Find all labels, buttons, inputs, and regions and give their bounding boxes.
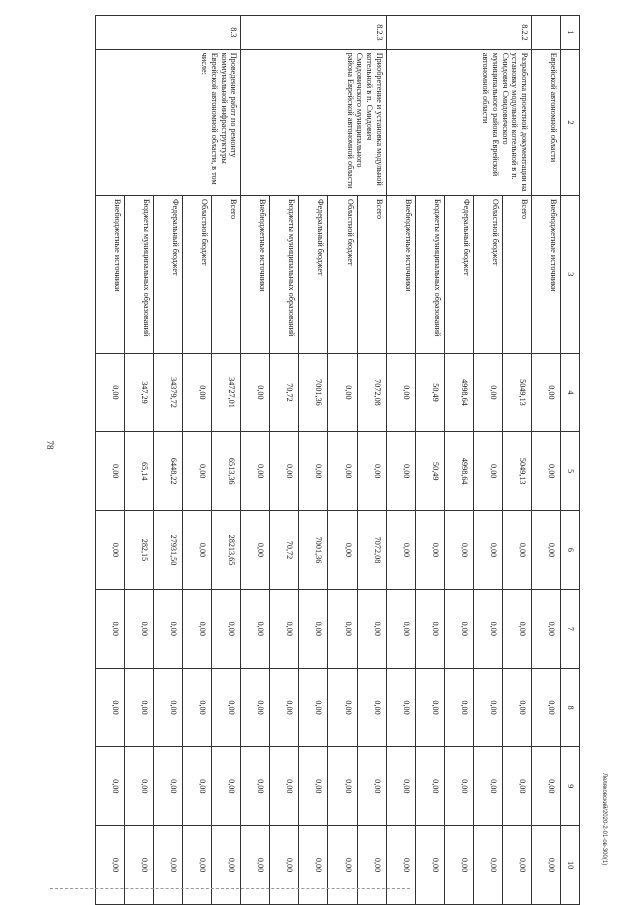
amount-cell: 0,00 (241, 826, 270, 905)
amount-cell: 0,00 (241, 511, 270, 590)
amount-cell: 0,00 (125, 589, 154, 668)
funding-source: Федеральный бюджет (299, 196, 328, 354)
amount-cell: 0,00 (183, 589, 212, 668)
amount-cell: 0,00 (183, 432, 212, 511)
amount-cell: 7072,08 (357, 353, 386, 432)
amount-cell: 0,00 (415, 668, 444, 747)
column-header: 3 (561, 196, 580, 354)
amount-cell: 0,00 (473, 589, 502, 668)
column-header: 4 (561, 353, 580, 432)
amount-cell: 0,00 (502, 589, 531, 668)
amount-cell: 0,00 (183, 826, 212, 905)
amount-cell: 0,00 (299, 747, 328, 826)
amount-cell: 0,00 (241, 432, 270, 511)
amount-cell: 0,00 (183, 668, 212, 747)
amount-cell: 70,72 (270, 511, 299, 590)
item-name: Еврейской автономной области (531, 49, 560, 195)
amount-cell: 0,00 (96, 589, 125, 668)
amount-cell: 0,00 (270, 826, 299, 905)
amount-cell: 0,00 (154, 747, 183, 826)
page-number: 78 (45, 440, 55, 450)
table-row (502, 16, 531, 905)
amount-cell: 0,00 (386, 747, 415, 826)
amount-cell: 0,00 (212, 747, 241, 826)
amount-cell: 0,00 (531, 826, 560, 905)
amount-cell: 0,00 (386, 353, 415, 432)
amount-cell: 0,00 (328, 589, 357, 668)
amount-cell: 5049,13 (502, 432, 531, 511)
amount-cell: 5049,13 (502, 353, 531, 432)
amount-cell: 0,00 (328, 668, 357, 747)
amount-cell: 4998,64 (444, 353, 473, 432)
funding-source: Внебюджетные источники (531, 196, 560, 354)
funding-source: Внебюджетные источники (386, 196, 415, 354)
column-header: 2 (561, 49, 580, 195)
amount-cell: 0,00 (386, 589, 415, 668)
amount-cell: 0,00 (473, 432, 502, 511)
item-name: Разработка проектной документации на установку модульной котельной в п. Смидович Смидовичского муниципального района Еврейской автономной области (386, 49, 531, 195)
amount-cell: 0,00 (154, 826, 183, 905)
funding-source: Бюджеты муниципальных образований (415, 196, 444, 354)
amount-cell: 0,00 (357, 826, 386, 905)
amount-cell: 0,00 (444, 668, 473, 747)
funding-source: Областной бюджет (183, 196, 212, 354)
amount-cell: 0,00 (328, 432, 357, 511)
amount-cell: 0,00 (415, 747, 444, 826)
amount-cell: 0,00 (154, 589, 183, 668)
amount-cell: 0,00 (299, 432, 328, 511)
amount-cell: 0,00 (212, 668, 241, 747)
amount-cell: 34727,01 (212, 353, 241, 432)
amount-cell: 0,00 (444, 747, 473, 826)
amount-cell: 0,00 (444, 826, 473, 905)
column-header: 9 (561, 747, 580, 826)
amount-cell: 0,00 (328, 747, 357, 826)
amount-cell: 0,00 (502, 747, 531, 826)
amount-cell: 0,00 (96, 353, 125, 432)
amount-cell: 0,00 (212, 589, 241, 668)
amount-cell: 0,00 (183, 747, 212, 826)
amount-cell: 0,00 (473, 747, 502, 826)
page-edge-line (50, 888, 410, 890)
amount-cell: 0,00 (357, 432, 386, 511)
amount-cell: 0,00 (357, 747, 386, 826)
item-code (531, 16, 560, 50)
amount-cell: 0,00 (415, 589, 444, 668)
amount-cell: 0,00 (270, 589, 299, 668)
item-code: 8.3 (96, 16, 241, 50)
funding-table (95, 15, 580, 905)
amount-cell: 0,00 (241, 589, 270, 668)
amount-cell: 0,00 (125, 668, 154, 747)
amount-cell: 0,00 (241, 353, 270, 432)
amount-cell: 0,00 (386, 432, 415, 511)
amount-cell: 0,00 (183, 511, 212, 590)
funding-source: Внебюджетные источники (96, 196, 125, 354)
item-code: 8.2.2 (386, 16, 531, 50)
amount-cell: 27931,50 (154, 511, 183, 590)
amount-cell: 0,00 (328, 511, 357, 590)
amount-cell: 0,00 (531, 432, 560, 511)
amount-cell: 0,00 (241, 747, 270, 826)
amount-cell: 0,00 (386, 668, 415, 747)
amount-cell: 50,49 (415, 353, 444, 432)
amount-cell: 0,00 (270, 432, 299, 511)
amount-cell: 0,00 (299, 668, 328, 747)
amount-cell: 0,00 (386, 826, 415, 905)
amount-cell: 0,00 (502, 826, 531, 905)
funding-source: Федеральный бюджет (154, 196, 183, 354)
column-header: 10 (561, 826, 580, 905)
funding-source: Всего (212, 196, 241, 354)
column-header: 6 (561, 511, 580, 590)
amount-cell: 0,00 (444, 511, 473, 590)
amount-cell: 0,00 (531, 353, 560, 432)
funding-source: Областной бюджет (328, 196, 357, 354)
amount-cell: 0,00 (96, 826, 125, 905)
column-header: 1 (561, 16, 580, 50)
amount-cell: 7001,36 (299, 511, 328, 590)
amount-cell: 0,00 (502, 511, 531, 590)
amount-cell: 0,00 (473, 511, 502, 590)
amount-cell: 0,00 (125, 747, 154, 826)
amount-cell: 50,49 (415, 432, 444, 511)
amount-cell: 65,14 (125, 432, 154, 511)
amount-cell: 6448,22 (154, 432, 183, 511)
header-row (561, 16, 580, 905)
amount-cell: 0,00 (473, 826, 502, 905)
amount-cell: 0,00 (473, 668, 502, 747)
amount-cell: 0,00 (270, 668, 299, 747)
amount-cell: 0,00 (299, 826, 328, 905)
amount-cell: 0,00 (96, 747, 125, 826)
amount-cell: 282,15 (125, 511, 154, 590)
amount-cell: 28213,65 (212, 511, 241, 590)
amount-cell: 7001,36 (299, 353, 328, 432)
amount-cell: 0,00 (531, 747, 560, 826)
column-header: 5 (561, 432, 580, 511)
amount-cell: 0,00 (415, 511, 444, 590)
amount-cell: 0,00 (96, 668, 125, 747)
funding-source: Федеральный бюджет (444, 196, 473, 354)
funding-source: Бюджеты муниципальных образований (125, 196, 154, 354)
amount-cell: 0,00 (183, 353, 212, 432)
amount-cell: 0,00 (270, 747, 299, 826)
amount-cell: 0,00 (357, 589, 386, 668)
amount-cell: 0,00 (154, 668, 183, 747)
amount-cell: 0,00 (357, 668, 386, 747)
item-code: 8.2.3 (241, 16, 386, 50)
amount-cell: 4998,64 (444, 432, 473, 511)
amount-cell: 0,00 (502, 668, 531, 747)
amount-cell: 0,00 (96, 432, 125, 511)
amount-cell: 70,72 (270, 353, 299, 432)
table-row (357, 16, 386, 905)
amount-cell: 0,00 (241, 668, 270, 747)
amount-cell: 0,00 (125, 826, 154, 905)
amount-cell: 6513,36 (212, 432, 241, 511)
amount-cell: 0,00 (415, 826, 444, 905)
amount-cell: 0,00 (444, 589, 473, 668)
amount-cell: 0,00 (531, 668, 560, 747)
document-stamp: Леляковский/2020-2-01-ов-300(1) (601, 772, 607, 865)
amount-cell: 34379,72 (154, 353, 183, 432)
funding-source: Внебюджетные источники (241, 196, 270, 354)
amount-cell: 0,00 (96, 511, 125, 590)
amount-cell: 0,00 (328, 353, 357, 432)
item-name: Приобретение и установка модульной котельной в п. Смидович Смидовичского муниципального района Еврейской автономной области (241, 49, 386, 195)
funding-table-container (95, 15, 580, 905)
table-row (212, 16, 241, 905)
item-name: Проведение работ по ремонту коммунальной инфраструктуры Еврейской автономной области, в том числе: (96, 49, 241, 195)
amount-cell: 0,00 (328, 826, 357, 905)
amount-cell: 347,29 (125, 353, 154, 432)
amount-cell: 0,00 (212, 826, 241, 905)
column-header: 8 (561, 668, 580, 747)
funding-source: Областной бюджет (473, 196, 502, 354)
amount-cell: 7072,08 (357, 511, 386, 590)
column-header: 7 (561, 589, 580, 668)
table-body (96, 16, 561, 905)
table-row (531, 16, 560, 905)
amount-cell: 0,00 (473, 353, 502, 432)
funding-source: Всего (502, 196, 531, 354)
amount-cell: 0,00 (531, 511, 560, 590)
funding-source: Всего (357, 196, 386, 354)
amount-cell: 0,00 (531, 589, 560, 668)
amount-cell: 0,00 (299, 589, 328, 668)
amount-cell: 0,00 (386, 511, 415, 590)
funding-source: Бюджеты муниципальных образований (270, 196, 299, 354)
